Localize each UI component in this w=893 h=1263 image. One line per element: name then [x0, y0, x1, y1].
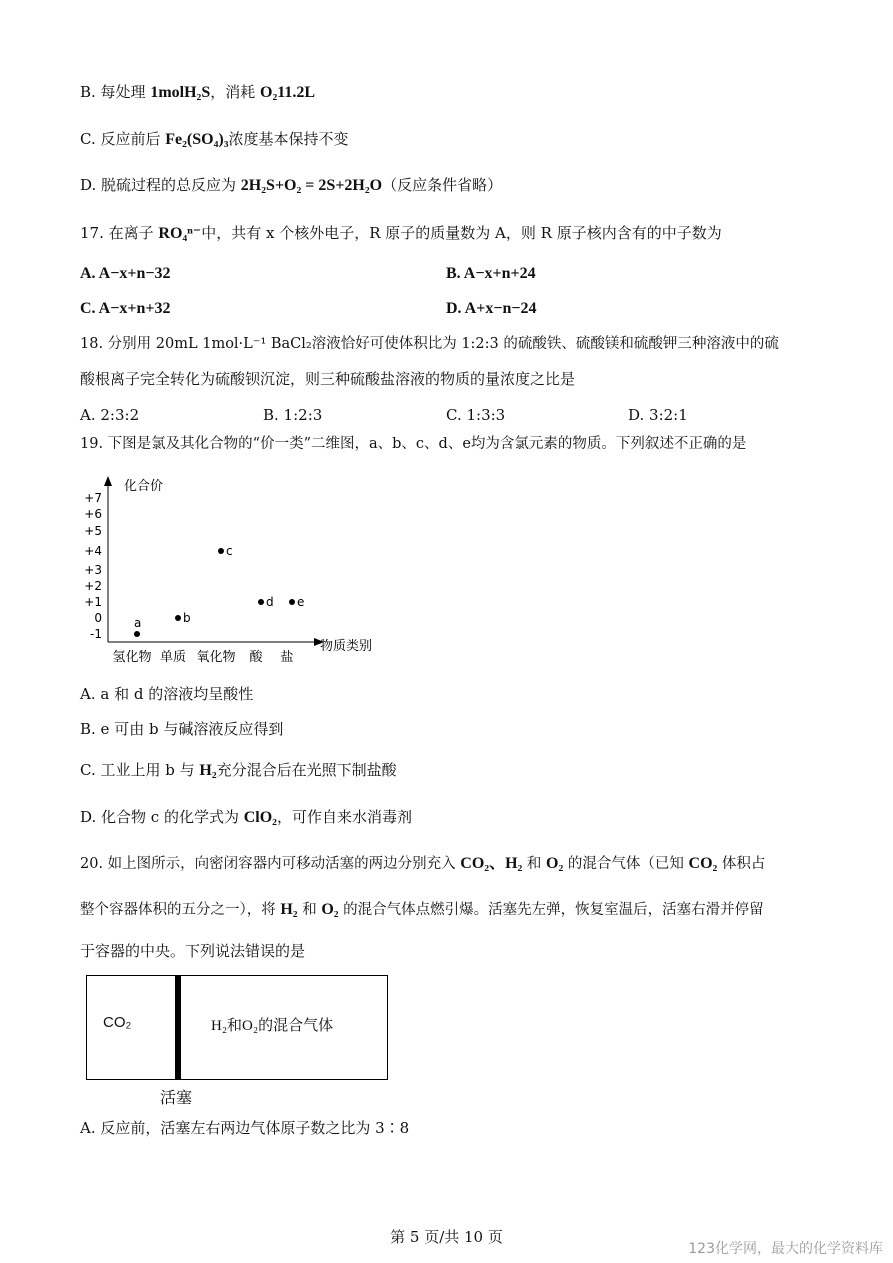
- point-label-b: b: [183, 611, 191, 625]
- q18-option-b: B. 1:2:3: [263, 406, 323, 424]
- y-tick-label: +6: [84, 507, 102, 521]
- q16-option-d: D. 脱硫过程的总反应为 2H₂S+O₂ = 2S+2H₂O（反应条件省略）: [80, 176, 503, 194]
- q18-option-c: C. 1:3:3: [446, 406, 506, 424]
- x-tick-label: 氧化物: [196, 650, 236, 665]
- q19-stem: 19. 下图是氯及其化合物的“价一类”二维图，a、b、c、d、e均为含氯元素的物质。下列叙述不正确的是: [80, 436, 747, 452]
- x-tick-label: 盐: [280, 650, 294, 665]
- point-label-c: c: [226, 544, 233, 558]
- x-axis-label: 物质类别: [320, 639, 373, 654]
- page-footer: 第 5 页/共 10 页: [390, 1228, 503, 1246]
- y-tick-label: +7: [84, 491, 102, 505]
- x-tick-label: 单质: [159, 650, 187, 665]
- q18-stem-line2: 酸根离子完全转化为硫酸钡沉淀，则三种硫酸盐溶液的物质的量浓度之比是: [80, 370, 576, 388]
- point-b: [175, 615, 181, 621]
- q19-option-d: D. 化合物 c 的化学式为 ClO₂，可作自来水消毒剂: [80, 808, 412, 826]
- piston: [175, 976, 181, 1079]
- point-label-e: e: [297, 595, 305, 609]
- q17-stem: 17. 在离子 RO₄ⁿ⁻中，共有 x 个核外电子，R 原子的质量数为 A，则 R 原子核内含有的中子数为: [80, 224, 722, 242]
- y-tick-label: -1: [90, 627, 102, 641]
- y-tick-label: +2: [84, 579, 102, 593]
- q18-option-d: D. 3:2:1: [628, 406, 688, 424]
- q17-option-b: B. A−x+n+24: [446, 265, 536, 282]
- q20-stem-line3: 于容器的中央。下列说法错误的是: [80, 942, 306, 960]
- y-axis-label: 化合价: [124, 479, 164, 494]
- piston-label: 活塞: [160, 1088, 193, 1107]
- y-tick-label: +4: [84, 544, 102, 558]
- point-label-a: a: [134, 616, 142, 630]
- q20-stem-line1: 20. 如上图所示，向密闭容器内可移动活塞的两边分别充入 CO₂、H₂ 和 O₂ 的混合气体（已知 CO₂ 体积占: [80, 855, 766, 872]
- watermark: 123化学网，最大的化学资料库: [688, 1241, 883, 1257]
- y-tick-label: +3: [84, 563, 102, 577]
- y-axis-arrow-icon: [104, 476, 112, 486]
- point-c: [218, 548, 224, 554]
- q16-option-b: B. 每处理 1molH₂S，消耗 O₂11.2L: [80, 83, 316, 101]
- y-tick-label: +1: [84, 595, 102, 609]
- valence-class-chart: [80, 472, 400, 672]
- sealed-container-figure: [86, 975, 388, 1080]
- x-tick-label: 酸: [249, 650, 263, 665]
- q19-option-a: A. a 和 d 的溶液均呈酸性: [80, 685, 254, 703]
- q16-option-c: C. 反应前后 Fe₂(SO₄)₃浓度基本保持不变: [80, 130, 349, 148]
- q20-option-a: A. 反应前，活塞左右两边气体原子数之比为 3∶8: [80, 1119, 410, 1137]
- q18-option-a: A. 2:3:2: [80, 406, 140, 424]
- q17-option-a: A. A−x+n−32: [80, 265, 171, 282]
- x-tick-label: 氢化物: [112, 650, 152, 665]
- point-a: [134, 631, 140, 637]
- q17-option-c: C. A−x+n+32: [80, 300, 171, 317]
- q17-option-d: D. A+x−n−24: [446, 300, 537, 317]
- point-d: [258, 599, 264, 605]
- q20-stem-line2: 整个容器体积的五分之一），将 H₂ 和 O₂ 的混合气体点燃引爆。活塞先左弹，恢复室温后，活塞右滑并停留: [80, 901, 764, 918]
- q19-option-b: B. e 可由 b 与碱溶液反应得到: [80, 720, 284, 738]
- container-left-gas: CO₂: [103, 1014, 132, 1031]
- y-tick-label: +5: [84, 524, 102, 538]
- container-right-gas: H₂和O₂的混合气体: [211, 1018, 334, 1034]
- q19-option-c: C. 工业上用 b 与 H₂充分混合后在光照下制盐酸: [80, 761, 397, 779]
- y-tick-label: 0: [94, 611, 102, 625]
- q18-stem-line1: 18. 分别用 20mL 1mol·L⁻¹ BaCl₂溶液恰好可使体积比为 1:2:3 的硫酸铁、硫酸镁和硫酸钾三种溶液中的硫: [80, 336, 779, 352]
- point-label-d: d: [266, 595, 274, 609]
- point-e: [289, 599, 295, 605]
